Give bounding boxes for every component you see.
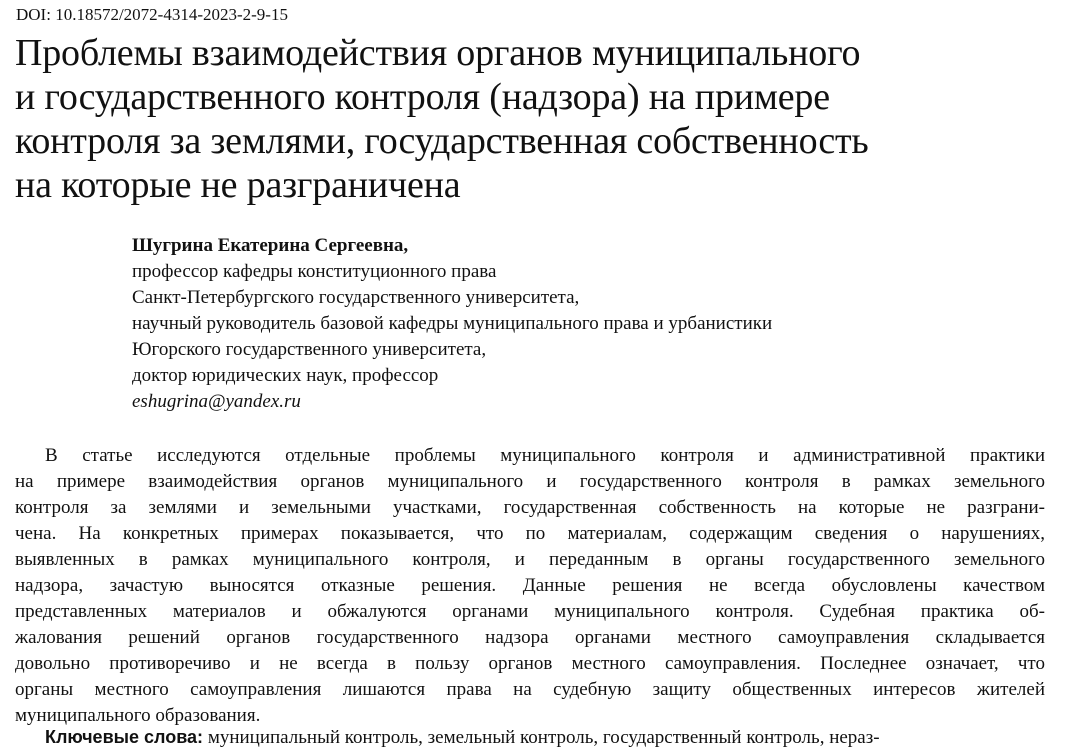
keywords-label: Ключевые слова: <box>45 727 204 747</box>
abstract-line: органы местного самоуправления лишаются права на судебную защиту общественных интересов жителей <box>15 679 1045 700</box>
abstract-line: на примере взаимодействия органов муниципального и государственного контроля в рамках земельного <box>15 471 1045 492</box>
author-affiliation-line: профессор кафедры конституционного права <box>132 261 497 282</box>
doi-line: DOI: 10.18572/2072-4314-2023-2-9-15 <box>16 5 288 24</box>
author-name: Шугрина Екатерина Сергеевна, <box>132 235 409 256</box>
abstract-line: надзора, зачастую выносятся отказные решения. Данные решения не всегда обусловлены качеством <box>15 575 1045 596</box>
keywords-text: муниципальный контроль, земельный контроль, государственный контроль, нераз- <box>203 727 880 748</box>
abstract-line: контроля за землями и земельными участками, государственная собственность на которые не разграни- <box>15 497 1045 518</box>
abstract <box>15 443 1045 729</box>
title-line: контроля за землями, государственная собственность <box>15 120 869 162</box>
author-email: eshugrina@yandex.ru <box>132 391 301 412</box>
abstract-line: представленных материалов и обжалуются органами муниципального контроля. Судебная практика об- <box>15 601 1045 622</box>
author-affiliation-line: доктор юридических наук, профессор <box>132 365 439 386</box>
abstract-line: довольно противоречиво и не всегда в пользу органов местного самоуправления. Последнее означает, что <box>15 653 1045 674</box>
author-affiliation-line: Югорского государственного университета, <box>132 339 487 360</box>
author-affiliation-line: Санкт-Петербургского государственного университета, <box>132 287 580 308</box>
abstract-line: В статье исследуются отдельные проблемы муниципального контроля и административной практики <box>45 445 1045 466</box>
author-block <box>132 233 1032 415</box>
abstract-line: чена. На конкретных примерах показывается, что по материалам, содержащим сведения о нарушениях, <box>15 523 1045 544</box>
abstract-line: муниципального образования. <box>15 705 261 726</box>
keywords-line <box>45 724 1045 751</box>
title-line: на которые не разграничена <box>15 164 461 206</box>
abstract-line: жалования решений органов государственного надзора органами местного самоуправления складывается <box>15 627 1045 648</box>
abstract-line: выявленных в рамках муниципального контроля, и переданным в органы государственного земельного <box>15 549 1045 570</box>
title-line: Проблемы взаимодействия органов муниципального <box>15 32 861 74</box>
article-title <box>15 31 1055 207</box>
author-affiliation-line: научный руководитель базовой кафедры муниципального права и урбанистики <box>132 313 773 334</box>
title-line: и государственного контроля (надзора) на примере <box>15 76 830 118</box>
